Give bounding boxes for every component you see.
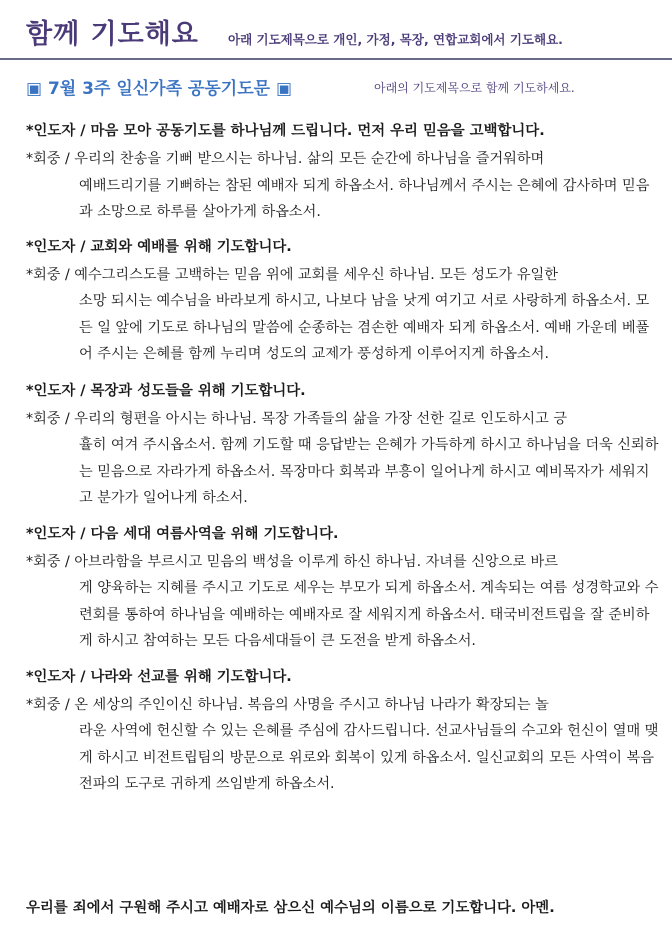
prayer-note: 아래의 기도제목으로 함께 기도하세요. bbox=[374, 81, 575, 95]
prayer-section bbox=[26, 118, 660, 226]
congregation-continuation: 휼히 여겨 주시옵소서. 함께 기도할 때 응답받는 은혜가 가득하게 하시고 하나님을 더욱 신뢰하는 믿음으로 자라가게 하옵소서. 목장마다 회복과 부흥이 일어나게 하시고 예비목자가 세워지고 분가가 일어나게 하소서. bbox=[79, 437, 659, 506]
leader-line: *인도자 / 다음 세대 여름사역을 위해 기도합니다. bbox=[26, 525, 339, 542]
congregation-continuation: 게 양육하는 지혜를 주시고 기도로 세우는 부모가 되게 하옵소서. 계속되는 여름 성경학교와 수련회를 통하여 하나님을 예배하는 예배자로 잘 세워지게 하옵소서. 태국비전트립을 잘 준비하게 하시고 참여하는 모든 다음세대들이 큰 도전을 받게 하옵소서. bbox=[79, 580, 659, 649]
leader-line: *인도자 / 마음 모아 공동기도를 하나님께 드립니다. 먼저 우리 믿음을 고백합니다. bbox=[26, 123, 545, 139]
leader-line: *인도자 / 교회와 예배를 위해 기도합니다. bbox=[26, 238, 292, 255]
prayer-section bbox=[26, 234, 660, 368]
prayer-heading bbox=[0, 60, 672, 112]
congregation-line: *회중 / 온 세상의 주인이신 하나님. 복음의 사명을 주시고 하나님 나라가 확장되는 놀 bbox=[26, 696, 549, 713]
congregation-continuation: 예배드리기를 기뻐하는 참된 예배자 되게 하옵소서. 하나님께서 주시는 은혜에 감사하며 믿음과 소망으로 하루를 살아가게 하옵소서. bbox=[79, 177, 650, 220]
closing-prayer: 우리를 죄에서 구원해 주시고 예배자로 삼으신 예수님의 이름으로 기도합니다. 아멘. bbox=[26, 900, 555, 916]
page-header bbox=[0, 0, 672, 60]
congregation-line: *회중 / 예수그리스도를 고백하는 믿음 위에 교회를 세우신 하나님. 모든 성도가 유일한 bbox=[26, 266, 558, 283]
congregation-line: *회중 / 아브라함을 부르시고 믿음의 백성을 이루게 하신 하나님. 자녀를 신앙으로 바르 bbox=[26, 553, 558, 570]
prayer-section bbox=[26, 521, 660, 655]
prayer-section bbox=[26, 378, 660, 512]
leader-line: *인도자 / 목장과 성도들을 위해 기도합니다. bbox=[26, 382, 306, 399]
congregation-continuation: 라운 사역에 헌신할 수 있는 은혜를 주심에 감사드립니다. 선교사님들의 수고와 헌신이 열매 맺게 하시고 비전트립팀의 방문으로 위로와 회복이 있게 하옵소서. 일신교회의 모든 사역이 복음 전파의 도구로 귀하게 쓰임받게 하옵소서. bbox=[79, 723, 659, 792]
congregation-line: *회중 / 우리의 찬송을 기뻐 받으시는 하나님. 삶의 모든 순간에 하나님을 즐거워하며 bbox=[26, 151, 545, 167]
page-title: 함께 기도해요 bbox=[26, 19, 199, 50]
page-subtitle: 아래 기도제목으로 개인, 가정, 목장, 연합교회에서 기도해요. bbox=[228, 32, 563, 47]
congregation-continuation: 소망 되시는 예수님을 바라보게 하시고, 나보다 남을 낫게 여기고 서로 사랑하게 하옵소서. 모든 일 앞에 기도로 하나님의 말씀에 순종하는 겸손한 예배자 되게 하옵소서. 예배 가운데 베풀어 주시는 은혜를 함께 누리며 성도의 교제가 풍성하게 이루어지게 하옵소서. bbox=[79, 293, 650, 362]
leader-line: *인도자 / 나라와 선교를 위해 기도합니다. bbox=[26, 668, 292, 685]
congregation-line: *회중 / 우리의 형편을 아시는 하나님. 목장 가족들의 삶을 가장 선한 길로 인도하시고 긍 bbox=[26, 410, 567, 427]
prayer-body bbox=[26, 118, 660, 806]
prayer-section bbox=[26, 664, 660, 798]
prayer-title: ▣ 7월 3주 일신가족 공동기도문 ▣ bbox=[26, 79, 293, 99]
